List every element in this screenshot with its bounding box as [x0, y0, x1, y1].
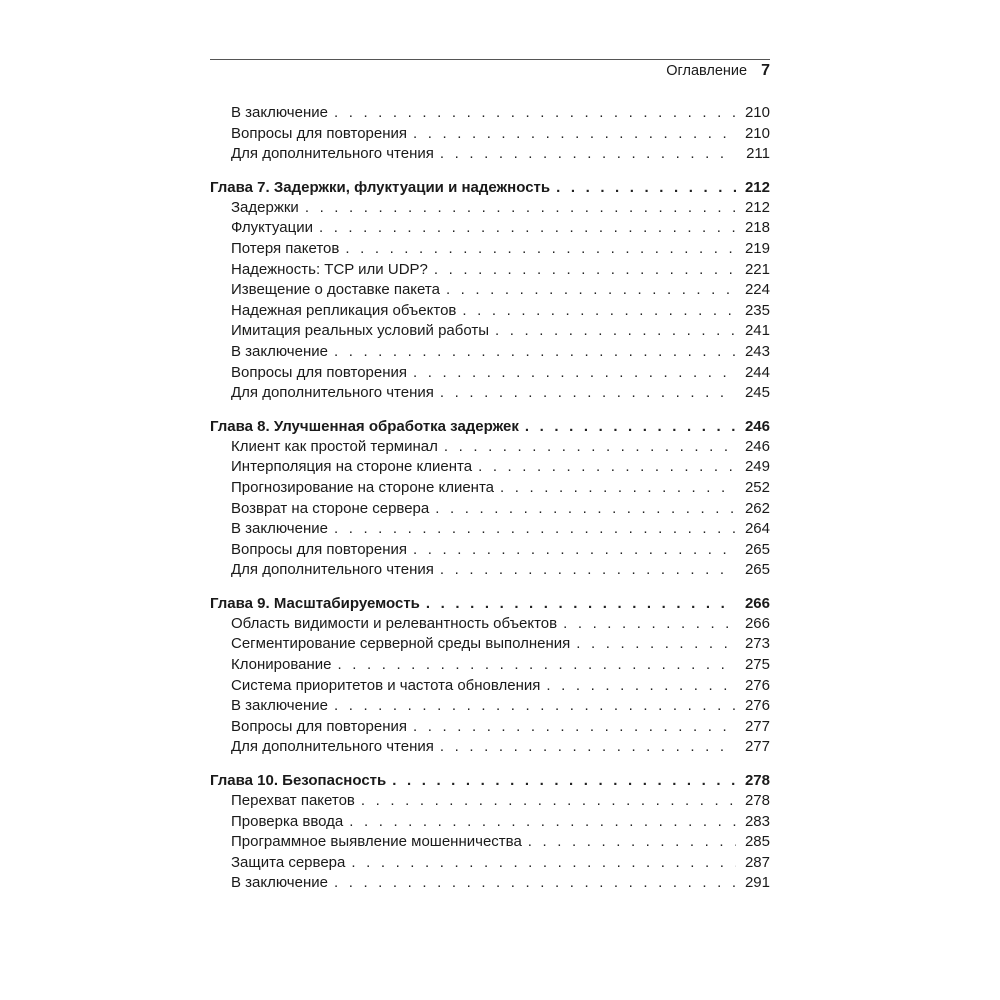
dot-leader — [525, 416, 736, 437]
toc-entry-page: 265 — [744, 540, 770, 558]
toc-entry-label: Надежность: TCP или UDP? — [231, 260, 428, 278]
toc-entry-label: Для дополнительного чтения — [231, 384, 434, 402]
toc-entry-page: 224 — [744, 281, 770, 299]
dot-leader — [434, 260, 736, 281]
toc-entry-page: 243 — [744, 342, 770, 360]
toc-entry-label: Клонирование — [231, 656, 332, 674]
toc-entry-page: 252 — [744, 478, 770, 496]
toc-chapter-heading[interactable] — [210, 416, 770, 437]
toc-entry[interactable] — [210, 812, 770, 833]
toc-entry-label: Программное выявление мошенничества — [231, 833, 522, 851]
toc-entry-label: Система приоритетов и частота обновления — [231, 676, 541, 694]
page-number: 7 — [761, 62, 770, 79]
toc-chapter-title: Глава 7. Задержки, флуктуации и надежность — [210, 178, 551, 196]
toc-entry-label: Вопросы для повторения — [231, 124, 408, 142]
toc-entry-page: 241 — [744, 322, 770, 340]
toc-chapter-heading[interactable] — [210, 593, 770, 614]
toc-entry[interactable] — [210, 239, 770, 260]
toc-entry-page: 235 — [744, 301, 770, 319]
dot-leader — [334, 873, 736, 894]
dot-leader — [556, 177, 736, 198]
toc-entry[interactable] — [210, 260, 770, 281]
toc-entry[interactable] — [210, 832, 770, 853]
dot-leader — [440, 144, 736, 165]
table-of-contents — [210, 103, 770, 894]
dot-leader — [440, 737, 736, 758]
toc-entry[interactable] — [210, 363, 770, 384]
toc-entry[interactable] — [210, 301, 770, 322]
dot-leader — [349, 812, 736, 833]
toc-entry[interactable] — [210, 873, 770, 894]
toc-chapter-title: Глава 8. Улучшенная обработка задержек — [210, 417, 519, 435]
dot-leader — [495, 321, 736, 342]
toc-entry-label: Прогнозирование на стороне клиента — [231, 478, 494, 496]
dot-leader — [546, 676, 736, 697]
toc-entry-page: 249 — [744, 458, 770, 476]
toc-entry[interactable] — [210, 218, 770, 239]
toc-entry-label: Задержки — [231, 198, 299, 216]
header-rule — [210, 59, 770, 60]
toc-entry-page: 246 — [744, 437, 770, 455]
toc-entry-label: Интерполяция на стороне клиента — [231, 458, 473, 476]
toc-entry-label: Перехват пакетов — [231, 792, 355, 810]
toc-entry[interactable] — [210, 321, 770, 342]
dot-leader — [446, 280, 736, 301]
toc-entry-label: Для дополнительного чтения — [231, 738, 434, 756]
toc-entry-page: 273 — [744, 635, 770, 653]
toc-entry-page: 210 — [744, 104, 770, 121]
toc-entry-page: 244 — [744, 363, 770, 381]
dot-leader — [528, 832, 736, 853]
toc-entry-page: 264 — [744, 520, 770, 538]
toc-entry-page: 291 — [744, 874, 770, 892]
dot-leader — [338, 655, 737, 676]
toc-chapter-page: 212 — [744, 178, 770, 196]
dot-leader — [413, 540, 736, 561]
toc-entry[interactable] — [210, 614, 770, 635]
toc-entry-label: Вопросы для повторения — [231, 363, 408, 381]
toc-entry[interactable] — [210, 478, 770, 499]
toc-entry-page: 278 — [744, 792, 770, 810]
toc-entry-label: Надежная репликация объектов — [231, 301, 457, 319]
running-title: Оглавление — [666, 63, 748, 79]
toc-entry-label: В заключение — [231, 874, 328, 892]
dot-leader — [435, 499, 736, 520]
toc-entry-page: 276 — [744, 676, 770, 694]
toc-entry-page: 277 — [744, 738, 770, 756]
toc-entry[interactable] — [210, 696, 770, 717]
toc-entry[interactable] — [210, 519, 770, 540]
toc-entry-page: 266 — [744, 614, 770, 632]
toc-entry-page: 210 — [744, 124, 770, 142]
dot-leader — [440, 383, 736, 404]
toc-entry[interactable] — [210, 144, 770, 165]
toc-chapter-heading[interactable] — [210, 770, 770, 791]
toc-entry[interactable] — [210, 383, 770, 404]
toc-entry-page: 275 — [744, 656, 770, 674]
toc-entry-label: В заключение — [231, 342, 328, 360]
dot-leader — [392, 770, 736, 791]
dot-leader — [334, 519, 736, 540]
toc-entry[interactable] — [210, 737, 770, 758]
toc-entry-page: 212 — [744, 198, 770, 216]
dot-leader — [334, 696, 736, 717]
toc-entry[interactable] — [210, 198, 770, 219]
toc-entry[interactable] — [210, 342, 770, 363]
toc-entry-page: 277 — [744, 717, 770, 735]
toc-entry[interactable] — [210, 124, 770, 145]
toc-entry-label: Проверка ввода — [231, 812, 344, 830]
dot-leader — [444, 437, 736, 458]
dot-leader — [576, 634, 736, 655]
toc-entry-page: 245 — [744, 384, 770, 402]
toc-entry[interactable] — [210, 540, 770, 561]
toc-chapter-title: Глава 9. Масштабируемость — [210, 594, 420, 612]
toc-entry-label: Для дополнительного чтения — [231, 561, 434, 579]
toc-entry[interactable] — [210, 457, 770, 478]
toc-entry-page: 283 — [744, 812, 770, 830]
dot-leader — [462, 301, 736, 322]
toc-chapter-title: Глава 10. Безопасность — [210, 772, 387, 790]
toc-entry[interactable] — [210, 655, 770, 676]
toc-entry-page: 219 — [744, 239, 770, 257]
toc-chapter-page: 278 — [744, 772, 770, 790]
toc-entry-page: 265 — [744, 561, 770, 579]
toc-chapter-page: 246 — [744, 417, 770, 435]
dot-leader — [345, 239, 736, 260]
toc-entry[interactable] — [210, 560, 770, 581]
toc-entry-label: В заключение — [231, 104, 328, 121]
toc-entry[interactable] — [210, 791, 770, 812]
dot-leader — [361, 791, 736, 812]
toc-entry-page: 285 — [744, 833, 770, 851]
toc-entry-page: 221 — [744, 260, 770, 278]
toc-entry-label: Вопросы для повторения — [231, 540, 408, 558]
dot-leader — [413, 363, 736, 384]
toc-entry-label: Клиент как простой терминал — [231, 437, 438, 455]
toc-entry-label: Извещение о доставке пакета — [231, 281, 440, 299]
toc-entry-label: Защита сервера — [231, 853, 346, 871]
dot-leader — [334, 342, 736, 363]
toc-entry[interactable] — [210, 634, 770, 655]
dot-leader — [413, 124, 736, 145]
toc-entry[interactable] — [210, 717, 770, 738]
toc-entry[interactable] — [210, 280, 770, 301]
dot-leader — [413, 717, 736, 738]
dot-leader — [563, 614, 736, 635]
toc-entry-label: В заключение — [231, 520, 328, 538]
toc-entry[interactable] — [210, 853, 770, 874]
dot-leader — [440, 560, 736, 581]
toc-entry-label: Сегментирование серверной среды выполнения — [231, 635, 571, 653]
dot-leader — [334, 103, 736, 124]
toc-entry-label: Для дополнительного чтения — [231, 145, 434, 163]
dot-leader — [351, 853, 736, 874]
toc-entry-label: Вопросы для повторения — [231, 717, 408, 735]
toc-chapter-page: 266 — [744, 594, 770, 612]
dot-leader — [478, 457, 736, 478]
toc-entry-label: Имитация реальных условий работы — [231, 322, 490, 340]
dot-leader — [319, 218, 736, 239]
toc-entry[interactable] — [210, 103, 770, 124]
toc-chapter-heading[interactable] — [210, 177, 770, 198]
toc-entry-page: 287 — [744, 853, 770, 871]
toc-entry-page: 211 — [746, 145, 770, 163]
toc-entry-page: 218 — [744, 219, 770, 237]
toc-entry-label: В заключение — [231, 697, 328, 715]
dot-leader — [426, 593, 736, 614]
toc-entry-label: Потеря пакетов — [231, 239, 340, 257]
toc-entry[interactable] — [210, 437, 770, 458]
toc-entry-label: Флуктуации — [231, 219, 313, 237]
dot-leader — [500, 478, 736, 499]
book-page — [210, 0, 770, 1000]
toc-entry-page: 276 — [744, 697, 770, 715]
toc-entry[interactable] — [210, 499, 770, 520]
dot-leader — [305, 198, 736, 219]
toc-entry[interactable] — [210, 676, 770, 697]
toc-entry-label: Возврат на стороне сервера — [231, 499, 430, 517]
running-head — [666, 62, 770, 84]
toc-entry-page: 262 — [744, 499, 770, 517]
toc-entry-label: Область видимости и релевантность объектов — [231, 614, 558, 632]
